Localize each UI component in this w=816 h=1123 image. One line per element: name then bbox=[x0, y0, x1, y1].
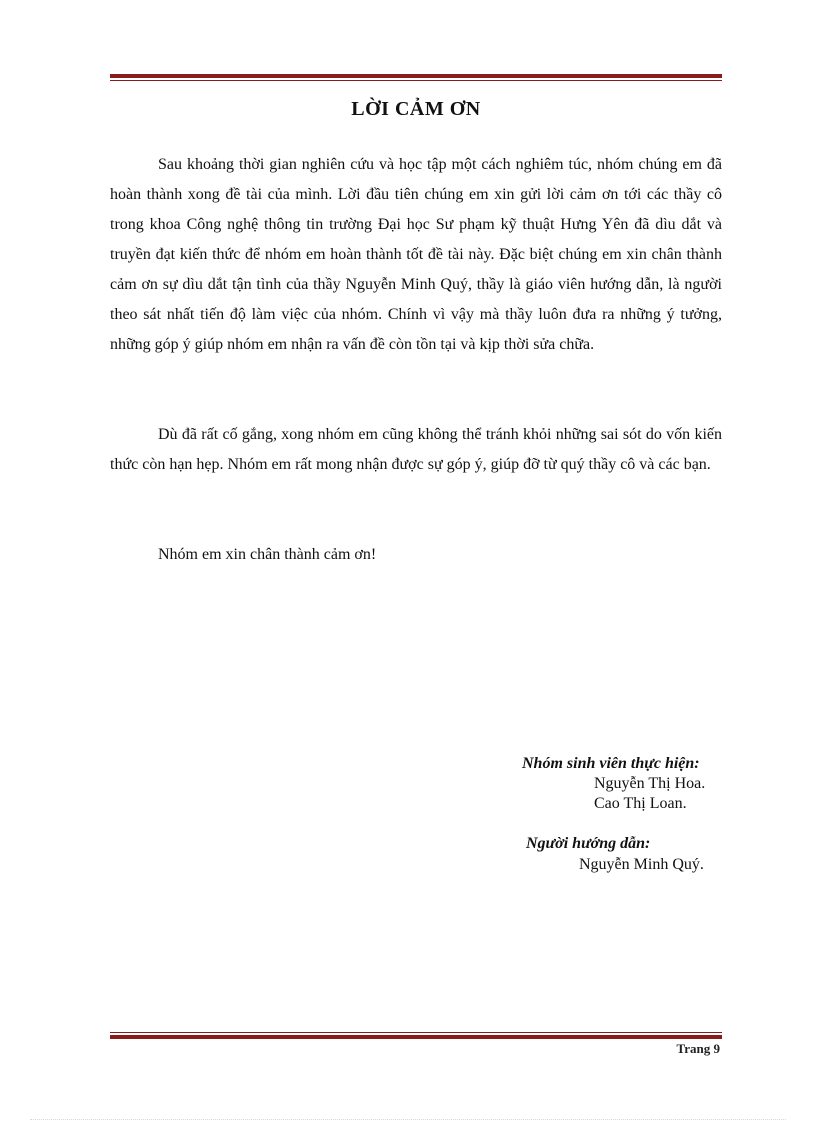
student-name: Cao Thị Loan. bbox=[594, 795, 687, 812]
paragraph-apology bbox=[110, 420, 722, 480]
students-heading: Nhóm sinh viên thực hiện: bbox=[522, 755, 700, 772]
advisor-name: Nguyễn Minh Quý. bbox=[579, 856, 704, 873]
header-rule bbox=[110, 74, 722, 81]
page-number: Trang 9 bbox=[676, 1041, 720, 1056]
page-edge-divider bbox=[30, 1119, 786, 1120]
paragraph-text: Sau khoảng thời gian nghiên cứu và học tập một cách nghiêm túc, nhóm chúng em đã hoàn thành xong đề tài của mình. Lời đầu tiên chúng em xin gửi lời cảm ơn tới các thầy cô trong khoa Công nghệ thông tin trường Đại học Sư phạm kỹ thuật Hưng Yên đã dìu dắt và truyền đạt kiến thức để nhóm em hoàn thành tốt đề tài này. Đặc biệt chúng em xin chân thành cảm ơn sự dìu dắt tận tình của thầy Nguyễn Minh Quý, thầy là giáo viên hướng dẫn, là người theo sát nhất tiến độ làm việc của nhóm. Chính vì vậy mà thầy luôn đưa ra những ý tưởng, những góp ý giúp nhóm em nhận ra vấn đề còn tồn tại và kịp thời sửa chữa. bbox=[110, 156, 722, 353]
paragraph-text: Nhóm em xin chân thành cảm ơn! bbox=[158, 546, 377, 563]
paragraph-thanks bbox=[110, 540, 722, 570]
paragraph-acknowledgement bbox=[110, 150, 722, 360]
footer-rule bbox=[110, 1032, 722, 1039]
student-name: Nguyễn Thị Hoa. bbox=[594, 775, 706, 792]
page-title: LỜI CẢM ƠN bbox=[351, 98, 481, 120]
advisor-heading: Người hướng dẫn: bbox=[526, 835, 651, 852]
paragraph-text: Dù đã rất cố gắng, xong nhóm em cũng không thể tránh khỏi những sai sót do vốn kiến thức còn hạn hẹp. Nhóm em rất mong nhận được sự góp ý, giúp đỡ từ quý thầy cô và các bạn. bbox=[110, 426, 722, 473]
